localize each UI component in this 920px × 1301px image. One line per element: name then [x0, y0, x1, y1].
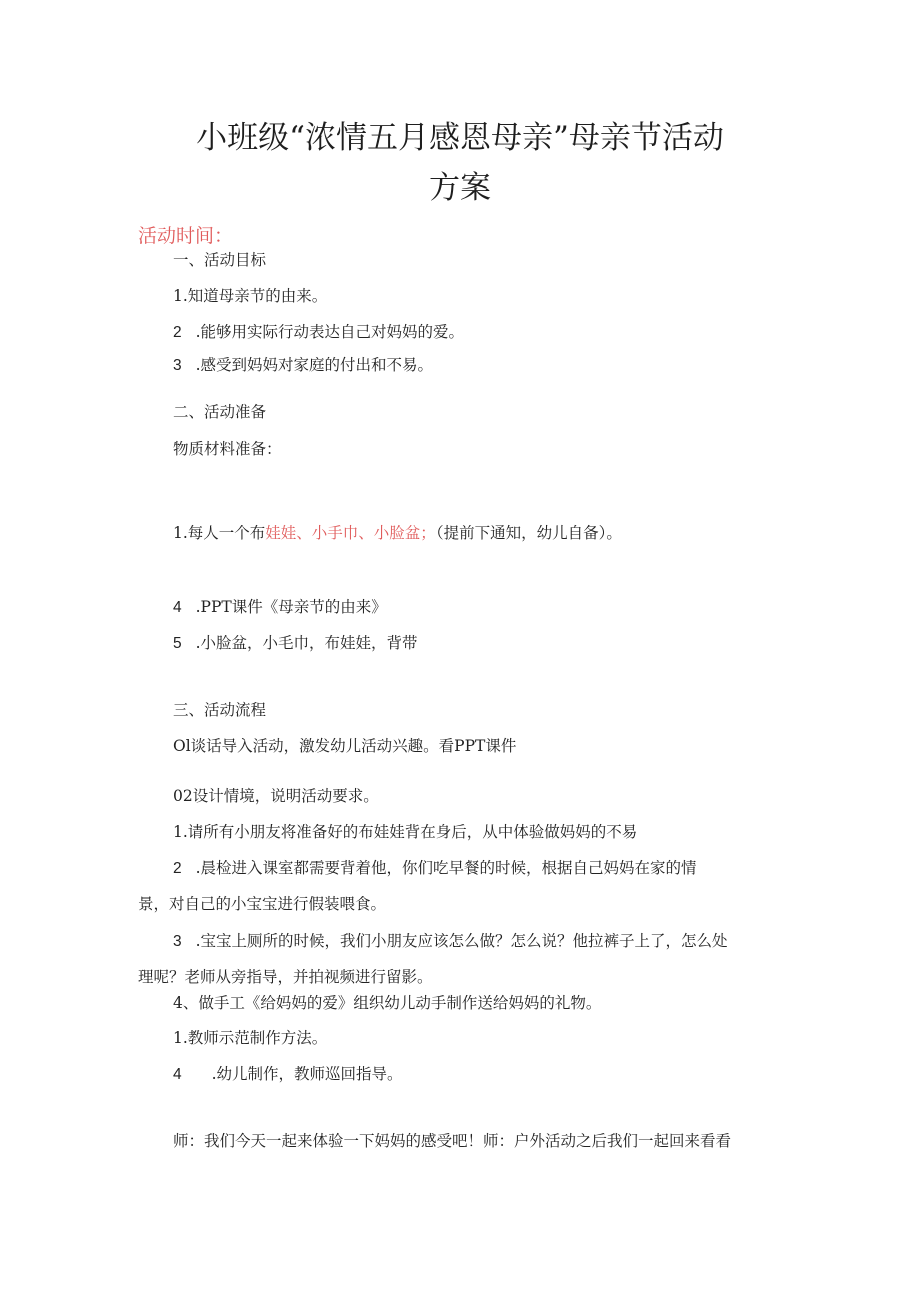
requirement-item-2 [173, 857, 697, 880]
materials-item-4-text: .PPT课件《母亲节的由来》 [195, 598, 387, 616]
goal-item-2 [173, 321, 464, 344]
materials-subheading: 物质材料准备： [173, 440, 282, 458]
requirement-item-3-number: 3 [173, 933, 182, 950]
process-step-02: 02设计情境，说明活动要求。 [173, 787, 379, 805]
materials-item-5-number: 5 [173, 635, 182, 652]
section3-heading: 三、活动流程 [173, 701, 267, 719]
materials-item-5 [173, 632, 418, 655]
goal-item-2-text: .能够用实际行动表达自己对妈妈的爱。 [195, 323, 465, 341]
goal-item-1: 1.知道母亲节的由来。 [173, 287, 328, 305]
requirement-item-2-number: 2 [173, 860, 182, 877]
craft-item-1: 1.教师示范制作方法。 [173, 1029, 328, 1047]
section2-heading: 二、活动准备 [173, 403, 267, 421]
materials-item-1 [173, 522, 622, 544]
materials-item-1-highlight: 娃娃、小手巾、小脸盆； [265, 524, 436, 542]
craft-item-4 [173, 1063, 403, 1086]
document-title-line1: 小班级“浓情五月感恩母亲”母亲节活动 [196, 120, 724, 156]
requirement-item-2-text: .晨检进入课室都需要背着他，你们吃早餐的时候，根据自己妈妈在家的情 [195, 859, 697, 877]
requirement-item-2-continued: 景，对自己的小宝宝进行假装喂食。 [138, 895, 387, 913]
materials-item-1-suffix: （提前下通知，幼儿自备）。 [435, 524, 622, 542]
closing-dialogue: 师：我们今天一起来体验一下妈妈的感受吧！师：户外活动之后我们一起回来看看 [173, 1132, 732, 1150]
materials-item-5-text: .小脸盆，小毛巾，布娃娃，背带 [195, 634, 418, 652]
materials-item-4 [173, 596, 387, 619]
requirement-item-3 [173, 930, 728, 953]
document-title-line2: 方案 [429, 170, 491, 206]
goal-item-3 [173, 354, 433, 377]
craft-item-4-text: .幼儿制作，教师巡回指导。 [211, 1065, 403, 1083]
craft-item-4-number: 4 [173, 1066, 182, 1083]
section1-heading: 一、活动目标 [173, 251, 267, 269]
process-step-4: 4、做手工《给妈妈的爱》组织幼儿动手制作送给妈妈的礼物。 [173, 994, 602, 1012]
goal-item-2-number: 2 [173, 324, 182, 341]
requirement-item-3-continued: 理呢？老师从旁指导，并拍视频进行留影。 [138, 968, 433, 986]
materials-item-1-prefix: 1.每人一个布 [173, 524, 266, 542]
materials-item-4-number: 4 [173, 599, 182, 616]
goal-item-3-text: .感受到妈妈对家庭的付出和不易。 [195, 356, 434, 374]
requirement-item-3-text: .宝宝上厕所的时候，我们小朋友应该怎么做？怎么说？他拉裤子上了，怎么处 [195, 932, 728, 950]
requirement-item-1: 1.请所有小朋友将准备好的布娃娃背在身后，从中体验做妈妈的不易 [173, 823, 638, 841]
goal-item-3-number: 3 [173, 357, 182, 374]
activity-time-label: 活动时间： [138, 225, 234, 247]
process-step-01: Ol谈话导入活动，激发幼儿活动兴趣。看PPT课件 [173, 737, 517, 755]
